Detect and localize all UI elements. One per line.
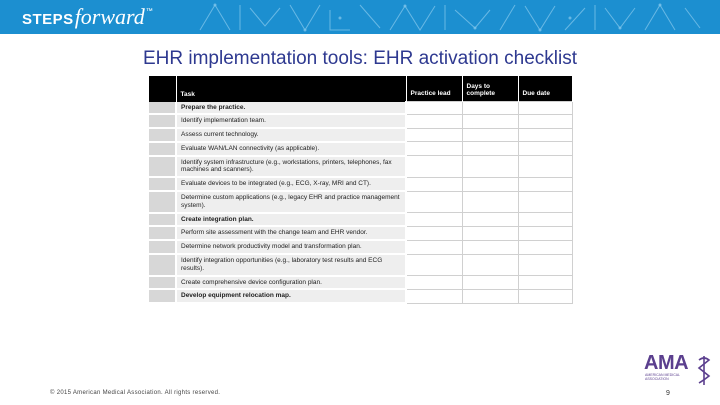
table-header-row xyxy=(149,76,572,102)
row-marker-cell xyxy=(149,177,176,191)
row-marker-cell xyxy=(149,240,176,254)
column-header-due-date: Due date xyxy=(518,76,572,102)
days-to-complete-cell xyxy=(462,114,518,128)
due-date-cell xyxy=(518,240,572,254)
ama-logo xyxy=(644,352,714,386)
task-cell: Assess current technology. xyxy=(176,128,406,142)
table-row xyxy=(149,177,572,191)
row-marker-cell xyxy=(149,128,176,142)
row-marker-cell xyxy=(149,142,176,156)
copyright-footer: © 2015 American Medical Association. All rights reserved. xyxy=(50,390,221,396)
days-to-complete-cell xyxy=(462,276,518,290)
days-to-complete-cell xyxy=(462,191,518,213)
row-marker-cell xyxy=(149,102,176,115)
task-cell: Create integration plan. xyxy=(176,213,406,227)
header-lead-cell xyxy=(149,76,176,102)
column-header-practice-lead: Practice lead xyxy=(406,76,462,102)
page-number: 9 xyxy=(666,390,670,397)
practice-lead-cell xyxy=(406,191,462,213)
caduceus-icon xyxy=(696,354,712,386)
task-cell: Perform site assessment with the change team and EHR vendor. xyxy=(176,226,406,240)
due-date-cell xyxy=(518,191,572,213)
table-row xyxy=(149,254,572,276)
practice-lead-cell xyxy=(406,156,462,178)
practice-lead-cell xyxy=(406,289,462,303)
days-to-complete-cell xyxy=(462,156,518,178)
header-band xyxy=(0,0,720,34)
task-cell: Create comprehensive device configuration plan. xyxy=(176,276,406,290)
days-to-complete-cell xyxy=(462,240,518,254)
brand-steps: STEPS xyxy=(22,11,74,28)
table-row xyxy=(149,276,572,290)
due-date-cell xyxy=(518,114,572,128)
task-cell: Identify system infrastructure (e.g., workstations, printers, telephones, fax machines and scanners). xyxy=(176,156,406,178)
task-cell: Prepare the practice. xyxy=(176,102,406,115)
stepsforward-logo xyxy=(22,4,153,30)
brand-forward: forward xyxy=(74,4,145,29)
task-cell: Determine network productivity model and transformation plan. xyxy=(176,240,406,254)
column-header-days-to-complete: Days to complete xyxy=(462,76,518,102)
practice-lead-cell xyxy=(406,254,462,276)
table-row xyxy=(149,102,572,115)
page-title: EHR implementation tools: EHR activation checklist xyxy=(142,48,577,69)
table-row xyxy=(149,128,572,142)
due-date-cell xyxy=(518,177,572,191)
table-row xyxy=(149,191,572,213)
table-row xyxy=(149,114,572,128)
practice-lead-cell xyxy=(406,102,462,115)
due-date-cell xyxy=(518,156,572,178)
table-row xyxy=(149,226,572,240)
row-marker-cell xyxy=(149,114,176,128)
table-row xyxy=(149,142,572,156)
due-date-cell xyxy=(518,254,572,276)
table-row xyxy=(149,156,572,178)
due-date-cell xyxy=(518,128,572,142)
days-to-complete-cell xyxy=(462,142,518,156)
due-date-cell xyxy=(518,289,572,303)
days-to-complete-cell xyxy=(462,226,518,240)
practice-lead-cell xyxy=(406,114,462,128)
task-cell: Identify implementation team. xyxy=(176,114,406,128)
days-to-complete-cell xyxy=(462,177,518,191)
practice-lead-cell xyxy=(406,128,462,142)
row-marker-cell xyxy=(149,226,176,240)
practice-lead-cell xyxy=(406,240,462,254)
row-marker-cell xyxy=(149,156,176,178)
days-to-complete-cell xyxy=(462,213,518,227)
row-marker-cell xyxy=(149,191,176,213)
task-cell: Evaluate devices to be integrated (e.g., ECG, X-ray, MRI and CT). xyxy=(176,177,406,191)
task-cell: Determine custom applications (e.g., legacy EHR and practice management system). xyxy=(176,191,406,213)
days-to-complete-cell xyxy=(462,254,518,276)
table-body xyxy=(149,102,572,304)
row-marker-cell xyxy=(149,213,176,227)
due-date-cell xyxy=(518,213,572,227)
practice-lead-cell xyxy=(406,142,462,156)
activation-checklist-table xyxy=(149,76,573,304)
ama-logo-text: AMA xyxy=(644,352,689,374)
days-to-complete-cell xyxy=(462,289,518,303)
table-row xyxy=(149,213,572,227)
table-row xyxy=(149,289,572,303)
task-cell: Identify integration opportunities (e.g., laboratory test results and ECG results). xyxy=(176,254,406,276)
due-date-cell xyxy=(518,102,572,115)
practice-lead-cell xyxy=(406,213,462,227)
practice-lead-cell xyxy=(406,276,462,290)
task-cell: Evaluate WAN/LAN connectivity (as applicable). xyxy=(176,142,406,156)
due-date-cell xyxy=(518,142,572,156)
days-to-complete-cell xyxy=(462,102,518,115)
task-cell: Develop equipment relocation map. xyxy=(176,289,406,303)
brand-trademark: ™ xyxy=(145,8,153,15)
due-date-cell xyxy=(518,226,572,240)
row-marker-cell xyxy=(149,254,176,276)
row-marker-cell xyxy=(149,276,176,290)
column-header-task: Task xyxy=(176,76,406,102)
ama-logo-subtitle xyxy=(645,373,685,381)
ama-logo-subtitle-line2: ASSOCIATION xyxy=(645,377,669,382)
due-date-cell xyxy=(518,276,572,290)
ama-logo-subtitle-line1: AMERICAN MEDICAL xyxy=(645,373,681,377)
table-row xyxy=(149,240,572,254)
decorative-pattern-icon xyxy=(190,0,720,34)
row-marker-cell xyxy=(149,289,176,303)
practice-lead-cell xyxy=(406,177,462,191)
days-to-complete-cell xyxy=(462,128,518,142)
practice-lead-cell xyxy=(406,226,462,240)
